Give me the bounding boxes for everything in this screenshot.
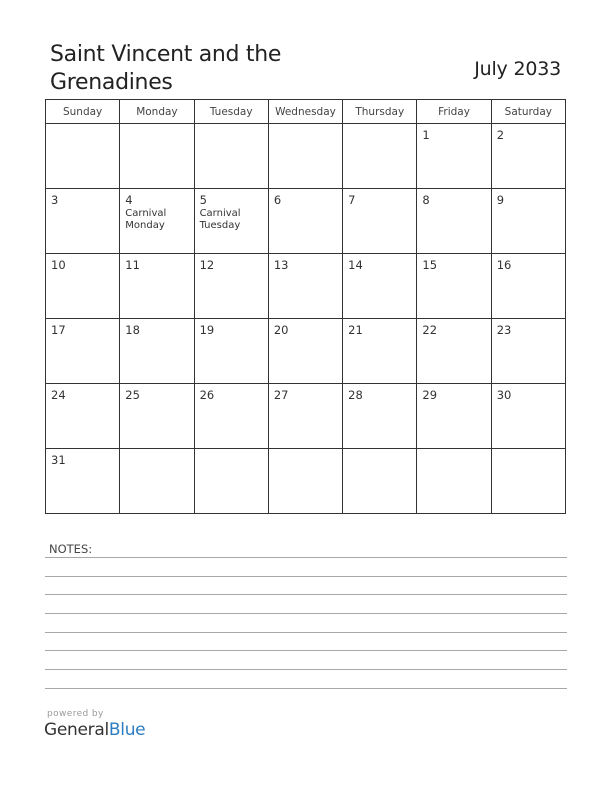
day-number: 14 [348, 258, 363, 272]
day-cell [491, 449, 565, 514]
day-cell [417, 384, 491, 449]
brand-logo [44, 720, 145, 740]
day-number: 15 [422, 258, 438, 272]
notes-line [45, 613, 567, 614]
holiday-label: Carnival Tuesday [199, 208, 241, 231]
day-cell [194, 189, 268, 254]
day-number: 13 [273, 258, 289, 272]
powered-by-label: powered by [47, 709, 104, 719]
day-number: 10 [51, 258, 66, 272]
day-cell [491, 124, 565, 189]
day-number: 25 [125, 388, 140, 402]
day-number: 19 [199, 323, 215, 337]
day-number: 29 [422, 388, 438, 402]
day-cell [268, 319, 342, 384]
weekday-header: Thursday [343, 100, 417, 124]
day-cell [268, 124, 342, 189]
day-number: 8 [422, 193, 430, 207]
day-number: 30 [496, 388, 512, 402]
day-cell [46, 449, 120, 514]
day-cell [194, 124, 268, 189]
day-cell [491, 384, 565, 449]
weekday-header: Saturday [491, 100, 565, 124]
day-cell [417, 319, 491, 384]
day-number: 1 [422, 128, 430, 142]
holiday-label: Carnival Monday [125, 208, 167, 231]
calendar-title: Saint Vincent and the Grenadines [50, 42, 282, 95]
day-cell [343, 319, 417, 384]
day-number: 3 [51, 193, 59, 207]
day-cell [46, 189, 120, 254]
day-number: 28 [348, 388, 363, 402]
day-cell [194, 319, 268, 384]
weekday-header: Wednesday [268, 100, 342, 124]
day-cell [194, 449, 268, 514]
notes-line [45, 688, 567, 689]
day-number: 17 [51, 323, 66, 337]
day-number: 31 [51, 453, 66, 467]
notes-line [45, 650, 567, 651]
day-number: 23 [496, 323, 512, 337]
day-number: 2 [496, 128, 505, 142]
day-number: 12 [199, 258, 215, 272]
day-cell [268, 449, 342, 514]
week-row [46, 124, 566, 189]
day-number: 11 [125, 258, 140, 272]
day-cell [268, 384, 342, 449]
day-cell [120, 319, 194, 384]
day-cell [268, 189, 342, 254]
brand-name-general: General [44, 720, 109, 740]
day-cell [46, 254, 120, 319]
weekday-header: Sunday [46, 100, 120, 124]
day-cell [194, 254, 268, 319]
day-cell [120, 254, 194, 319]
week-row [46, 254, 566, 319]
day-cell [491, 189, 565, 254]
notes-line [45, 669, 567, 670]
day-cell [120, 124, 194, 189]
day-number: 26 [199, 388, 215, 402]
day-number: 18 [125, 323, 140, 337]
day-number: 9 [496, 193, 505, 207]
day-cell [417, 254, 491, 319]
day-number: 24 [51, 388, 66, 402]
weekday-header: Tuesday [194, 100, 268, 124]
day-number: 21 [348, 323, 363, 337]
day-cell [46, 384, 120, 449]
notes-line [45, 632, 567, 633]
day-cell [268, 254, 342, 319]
week-row [46, 384, 566, 449]
weekday-header: Friday [417, 100, 491, 124]
day-cell [343, 449, 417, 514]
day-number: 27 [273, 388, 289, 402]
day-cell [343, 384, 417, 449]
day-cell [194, 384, 268, 449]
month-year-label: July 2033 [474, 58, 561, 80]
day-cell [120, 189, 194, 254]
day-cell [343, 124, 417, 189]
day-number: 4 [125, 193, 133, 207]
notes-label: NOTES: [49, 542, 93, 556]
week-row [46, 189, 566, 254]
day-cell [46, 319, 120, 384]
day-cell [417, 449, 491, 514]
day-cell [343, 189, 417, 254]
brand-name-blue: Blue [108, 720, 146, 740]
day-cell [417, 124, 491, 189]
notes-line [45, 576, 567, 577]
day-cell [120, 384, 194, 449]
weekday-header-row [46, 100, 566, 124]
day-cell [417, 189, 491, 254]
day-cell [491, 319, 565, 384]
day-number: 6 [273, 193, 282, 207]
day-number: 7 [348, 193, 356, 207]
day-cell [120, 449, 194, 514]
week-row [46, 319, 566, 384]
day-number: 20 [273, 323, 289, 337]
day-cell [491, 254, 565, 319]
calendar-grid [45, 99, 566, 514]
day-number: 5 [199, 193, 207, 207]
weekday-header: Monday [120, 100, 194, 124]
day-number: 22 [422, 323, 438, 337]
day-number: 16 [496, 258, 512, 272]
notes-line [45, 557, 567, 558]
notes-line [45, 594, 567, 595]
week-row [46, 449, 566, 514]
day-cell [46, 124, 120, 189]
day-cell [343, 254, 417, 319]
